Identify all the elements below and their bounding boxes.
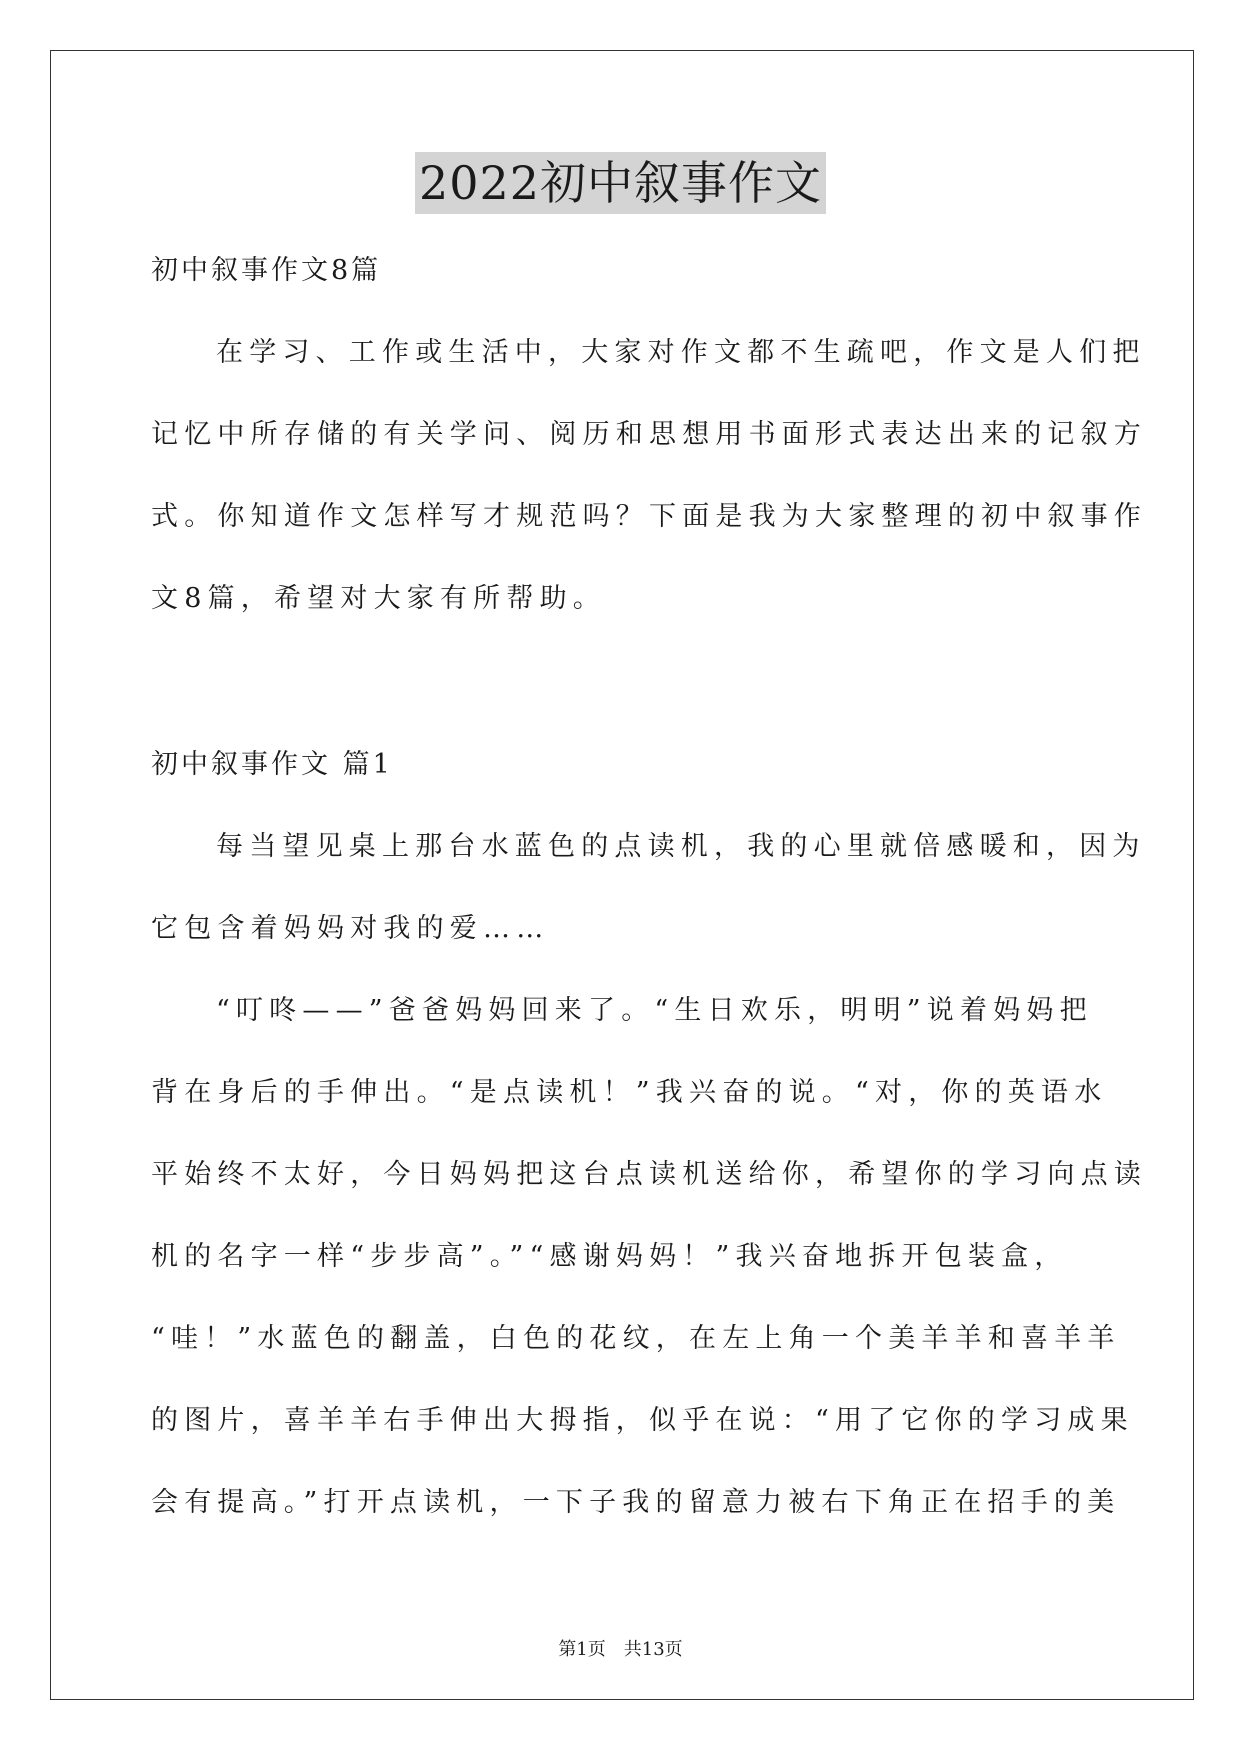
paragraph-line: “叮咚——”爸爸妈妈回来了。“生日欢乐，明明”说着妈妈把 [216, 995, 1093, 1026]
document-body [151, 230, 1147, 1544]
page-footer: 第1页 共13页 [558, 1639, 683, 1660]
intro-line: 文8篇，希望对大家有所帮助。 [151, 583, 606, 614]
intro-line: 记忆中所存储的有关学问、阅历和思想用书面形式表达出来的记叙方 [151, 419, 1147, 450]
section-spacer [151, 640, 1091, 724]
paragraph-line: 每当望见桌上那台水蓝色的点读机，我的心里就倍感暖和，因为 [216, 831, 1146, 862]
intro-heading: 初中叙事作文8篇 [151, 255, 382, 286]
paragraph-line: 的图片，喜羊羊右手伸出大拇指，似乎在说：“用了它你的学习成果 [151, 1405, 1134, 1436]
paragraph-line: 平始终不太好，今日妈妈把这台点读机送给你，希望你的学习向点读 [151, 1159, 1147, 1190]
intro-line: 式。你知道作文怎样写才规范吗？下面是我为大家整理的初中叙事作 [151, 501, 1147, 532]
paragraph-line: 机的名字一样“步步高”。”“感谢妈妈！”我兴奋地拆开包装盒， [151, 1241, 1068, 1272]
paragraph-line: 它包含着妈妈对我的爱…… [151, 913, 550, 944]
paragraph-line: 背在身后的手伸出。“是点读机！”我兴奋的说。“对，你的英语水 [151, 1077, 1108, 1108]
intro-line: 在学习、工作或生活中，大家对作文都不生疏吧，作文是人们把 [216, 337, 1146, 368]
document-title: 2022初中叙事作文 [415, 152, 826, 214]
paragraph-line: “哇！”水蓝色的翻盖，白色的花纹，在左上角一个美羊羊和喜羊羊 [151, 1323, 1121, 1354]
title-container [0, 152, 1241, 214]
paragraph-line: 会有提高。”打开点读机，一下子我的留意力被右下角正在招手的美 [151, 1487, 1121, 1518]
section-heading: 初中叙事作文 篇1 [151, 749, 393, 780]
